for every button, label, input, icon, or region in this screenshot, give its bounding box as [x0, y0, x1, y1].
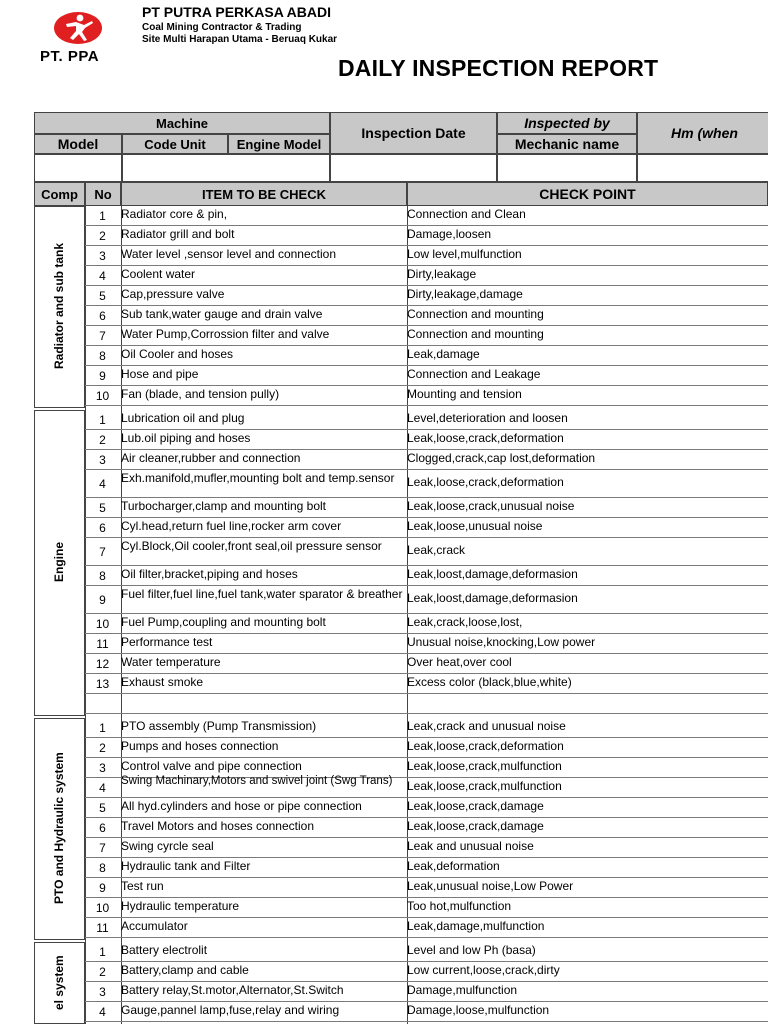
- check-point: Leak,loose,unusual noise: [407, 519, 543, 533]
- item-to-check: Exh.manifold,mufler,mounting bolt and temp.sensor: [121, 471, 395, 485]
- check-point: Connection and mounting: [407, 327, 544, 341]
- table-row: [34, 566, 768, 586]
- check-point: Dirty,leakage: [407, 267, 477, 281]
- check-point: Damage,mulfunction: [407, 983, 518, 997]
- code-unit-value-field[interactable]: [122, 154, 330, 182]
- table-row: [34, 818, 768, 838]
- row-number: 5: [99, 289, 106, 303]
- check-point: Leak,loose,crack,deformation: [407, 739, 564, 753]
- row-number: 8: [99, 569, 106, 583]
- table-row: [34, 306, 768, 326]
- code-unit-label: Code Unit: [122, 134, 228, 154]
- item-to-check: Cap,pressure valve: [121, 287, 225, 301]
- table-row: [34, 346, 768, 366]
- comp-header: Comp: [34, 182, 85, 206]
- item-to-check: Water level ,sensor level and connection: [121, 247, 337, 261]
- item-to-check: Hose and pipe: [121, 367, 199, 381]
- row-divider: [85, 713, 768, 714]
- mechanic-name-field[interactable]: [497, 154, 637, 182]
- item-to-check: Radiator grill and bolt: [121, 227, 235, 241]
- check-point: Level and low Ph (basa): [407, 943, 536, 957]
- item-to-check: Battery,clamp and cable: [121, 963, 249, 977]
- row-number: 1: [99, 721, 106, 735]
- item-to-check: Swing cyrcle seal: [121, 839, 214, 853]
- row-number: 11: [96, 921, 109, 935]
- item-to-check: Pumps and hoses connection: [121, 739, 279, 753]
- inspection-date-label: Inspection Date: [330, 112, 497, 154]
- table-row: [34, 226, 768, 246]
- row-number: 12: [95, 657, 110, 671]
- table-row: [34, 326, 768, 346]
- row-number: 4: [99, 477, 106, 491]
- company-logo-icon: [52, 10, 104, 46]
- item-to-check: Water Pump,Corrossion filter and valve: [121, 327, 330, 341]
- item-to-check: Travel Motors and hoses connection: [121, 819, 314, 833]
- row-divider: [85, 405, 768, 406]
- table-row: [34, 1002, 768, 1022]
- row-number: 6: [99, 309, 106, 323]
- report-title: DAILY INSPECTION REPORT: [338, 55, 659, 81]
- check-point: Leak,unusual noise,Low Power: [407, 879, 574, 893]
- item-to-check: Cyl.head,return fuel line,rocker arm cover: [121, 519, 342, 533]
- form-header: [34, 112, 768, 182]
- logo-text: PT. PPA: [40, 48, 100, 65]
- item-to-check: Control valve and pipe connection: [121, 759, 302, 773]
- table-row: [34, 586, 768, 614]
- table-row: [34, 674, 768, 694]
- inspected-by-label: Inspected by: [497, 112, 637, 134]
- item-to-check: PTO assembly (Pump Transmission): [121, 719, 317, 733]
- check-point: Leak,loose,crack,damage: [407, 799, 544, 813]
- item-to-check: Air cleaner,rubber and connection: [121, 451, 301, 465]
- engine-model-label: Engine Model: [228, 134, 330, 154]
- table-row: [34, 386, 768, 406]
- row-number: 10: [95, 389, 110, 403]
- inspection-date-field[interactable]: [330, 154, 497, 182]
- row-number: 1: [99, 945, 106, 959]
- row-number: 3: [99, 249, 106, 263]
- check-point: Leak,loose,crack,unusual noise: [407, 499, 575, 513]
- check-point: Dirty,leakage,damage: [407, 287, 523, 301]
- table-row: [34, 982, 768, 1002]
- table-row: [34, 798, 768, 818]
- company-name: PT PUTRA PERKASA ABADI: [142, 4, 332, 20]
- no-header: No: [85, 182, 121, 206]
- company-subtitle: Coal Mining Contractor & Trading: [142, 22, 302, 33]
- item-to-check: Hydraulic tank and Filter: [121, 859, 251, 873]
- row-number: 2: [99, 965, 106, 979]
- check-point: Damage,loosen: [407, 227, 492, 241]
- item-to-check: Gauge,pannel lamp,fuse,relay and wiring: [121, 1003, 340, 1017]
- item-to-check: Exhaust smoke: [121, 675, 204, 689]
- row-number: 10: [95, 617, 110, 631]
- mechanic-name-label: Mechanic name: [497, 134, 637, 154]
- table-row: [34, 918, 768, 938]
- row-number: 6: [99, 821, 106, 835]
- row-number: 4: [99, 269, 106, 283]
- check-point: Leak and unusual noise: [407, 839, 534, 853]
- table-row: [34, 694, 768, 714]
- item-to-check: Radiator core & pin,: [121, 207, 228, 221]
- table-row: [34, 738, 768, 758]
- item-to-check: Oil Cooler and hoses: [121, 347, 234, 361]
- check-point: Too hot,mulfunction: [407, 899, 512, 913]
- table-row: [34, 718, 768, 738]
- model-value-field[interactable]: [34, 154, 122, 182]
- row-number: 2: [99, 741, 106, 755]
- check-point: Damage,loose,mulfunction: [407, 1003, 550, 1017]
- table-row: [34, 410, 768, 430]
- row-number: 5: [99, 501, 106, 515]
- check-point: Leak,loose,crack,mulfunction: [407, 759, 562, 773]
- row-number: 13: [95, 677, 110, 691]
- check-point: Leak,loose,crack,damage: [407, 819, 544, 833]
- item-to-check: Sub tank,water gauge and drain valve: [121, 307, 323, 321]
- item-to-check: Oil filter,bracket,piping and hoses: [121, 567, 298, 581]
- table-row: [34, 654, 768, 674]
- row-number: 9: [99, 369, 106, 383]
- row-divider: [85, 1021, 768, 1022]
- item-to-check: Battery electrolit: [121, 943, 208, 957]
- check-point: Leak,loost,damage,deformasion: [407, 591, 578, 605]
- row-number: 7: [99, 329, 106, 343]
- row-number: 3: [99, 761, 106, 775]
- item-to-check: Hydraulic temperature: [121, 899, 240, 913]
- row-number: 1: [99, 209, 106, 223]
- row-number: 8: [99, 861, 106, 875]
- row-number: 3: [99, 985, 106, 999]
- table-row: [34, 450, 768, 470]
- item-to-check: Battery relay,St.motor,Alternator,St.Switch: [121, 983, 344, 997]
- row-number: 6: [99, 521, 106, 535]
- item-to-check: Lubrication oil and plug: [121, 411, 245, 425]
- row-number: 7: [99, 545, 106, 559]
- check-point: Connection and Leakage: [407, 367, 541, 381]
- row-number: 2: [99, 433, 106, 447]
- table-row: [34, 518, 768, 538]
- check-point: Leak,deformation: [407, 859, 500, 873]
- row-number: 10: [95, 901, 110, 915]
- table-row: [34, 775, 768, 798]
- row-divider: [85, 937, 768, 938]
- check-point-header: CHECK POINT: [407, 182, 768, 206]
- item-to-check: Water temperature: [121, 655, 221, 669]
- item-header: ITEM TO BE CHECK: [121, 182, 407, 206]
- table-row: [34, 614, 768, 634]
- row-number: 8: [99, 349, 106, 363]
- item-to-check: Fan (blade, and tension pully): [121, 387, 280, 401]
- item-to-check: Turbocharger,clamp and mounting bolt: [121, 499, 327, 513]
- row-number: 9: [99, 881, 106, 895]
- table-row: [34, 366, 768, 386]
- check-point: Leak,crack,loose,lost,: [407, 615, 523, 629]
- check-point: Clogged,crack,cap lost,deformation: [407, 451, 596, 465]
- item-to-check: Performance test: [121, 635, 213, 649]
- check-point: Leak,loose,crack,deformation: [407, 431, 564, 445]
- table-row: [34, 858, 768, 878]
- check-point: Over heat,over cool: [407, 655, 512, 669]
- row-number: 7: [99, 841, 106, 855]
- check-point: Leak,crack: [407, 543, 466, 557]
- check-point: Leak,loost,damage,deformasion: [407, 567, 578, 581]
- item-to-check: Test run: [121, 879, 164, 893]
- check-point: Connection and mounting: [407, 307, 544, 321]
- component-group-label: PTO and Hydraulic system: [52, 752, 66, 904]
- check-point: Leak,crack and unusual noise: [407, 719, 566, 733]
- table-header: [34, 182, 768, 206]
- item-to-check: All hyd.cylinders and hose or pipe connection: [121, 799, 362, 813]
- table-row: [34, 538, 768, 566]
- row-number: 4: [99, 781, 106, 795]
- row-number: 11: [96, 637, 109, 651]
- item-to-check: Fuel filter,fuel line,fuel tank,water sparator & breather: [121, 587, 403, 601]
- table-row: [34, 878, 768, 898]
- table-row: [34, 266, 768, 286]
- item-to-check: Swing Machinary,Motors and swivel joint (Swg Trans): [121, 775, 393, 787]
- check-point: Level,deterioration and loosen: [407, 411, 568, 425]
- table-row: [34, 286, 768, 306]
- check-point: Leak,damage,mulfunction: [407, 919, 545, 933]
- table-row: [34, 206, 768, 226]
- table-row: [34, 430, 768, 450]
- item-to-check: Accumulator: [121, 919, 188, 933]
- row-number: 9: [99, 593, 106, 607]
- item-to-check: Fuel Pump,coupling and mounting bolt: [121, 615, 326, 629]
- table-row: [34, 942, 768, 962]
- component-group-label: Radiator and sub tank: [52, 242, 66, 369]
- row-number: 4: [99, 1005, 106, 1019]
- check-point: Leak,damage: [407, 347, 480, 361]
- row-number: 2: [99, 229, 106, 243]
- machine-label: Machine: [34, 112, 330, 134]
- hm-field[interactable]: [637, 154, 768, 182]
- hm-label: Hm (when: [637, 112, 768, 154]
- component-group-label: el system: [52, 954, 66, 1010]
- table-row: [34, 898, 768, 918]
- table-row: [34, 634, 768, 654]
- check-point: Leak,loose,crack,mulfunction: [407, 779, 562, 793]
- table-row: [34, 838, 768, 858]
- check-point: Connection and Clean: [407, 207, 526, 221]
- item-to-check: Cyl.Block,Oil cooler,front seal,oil pressure sensor: [121, 539, 382, 553]
- item-to-check: Coolent water: [121, 267, 196, 281]
- table-row: [34, 470, 768, 498]
- table-row: [34, 246, 768, 266]
- component-group-label: Engine: [52, 541, 66, 582]
- check-point: Excess color (black,blue,white): [407, 675, 572, 689]
- item-to-check: Lub.oil piping and hoses: [121, 431, 251, 445]
- check-point: Mounting and tension: [407, 387, 522, 401]
- check-point: Low current,loose,crack,dirty: [407, 963, 560, 977]
- company-site: Site Multi Harapan Utama - Beruaq Kukar: [142, 34, 338, 45]
- check-point: Low level,mulfunction: [407, 247, 522, 261]
- row-number: 5: [99, 801, 106, 815]
- table-row: [34, 498, 768, 518]
- check-point: Leak,loose,crack,deformation: [407, 475, 564, 489]
- row-number: 1: [99, 413, 106, 427]
- check-point: Unusual noise,knocking,Low power: [407, 635, 596, 649]
- table-row: [34, 962, 768, 982]
- row-number: 3: [99, 453, 106, 467]
- model-label: Model: [34, 134, 122, 154]
